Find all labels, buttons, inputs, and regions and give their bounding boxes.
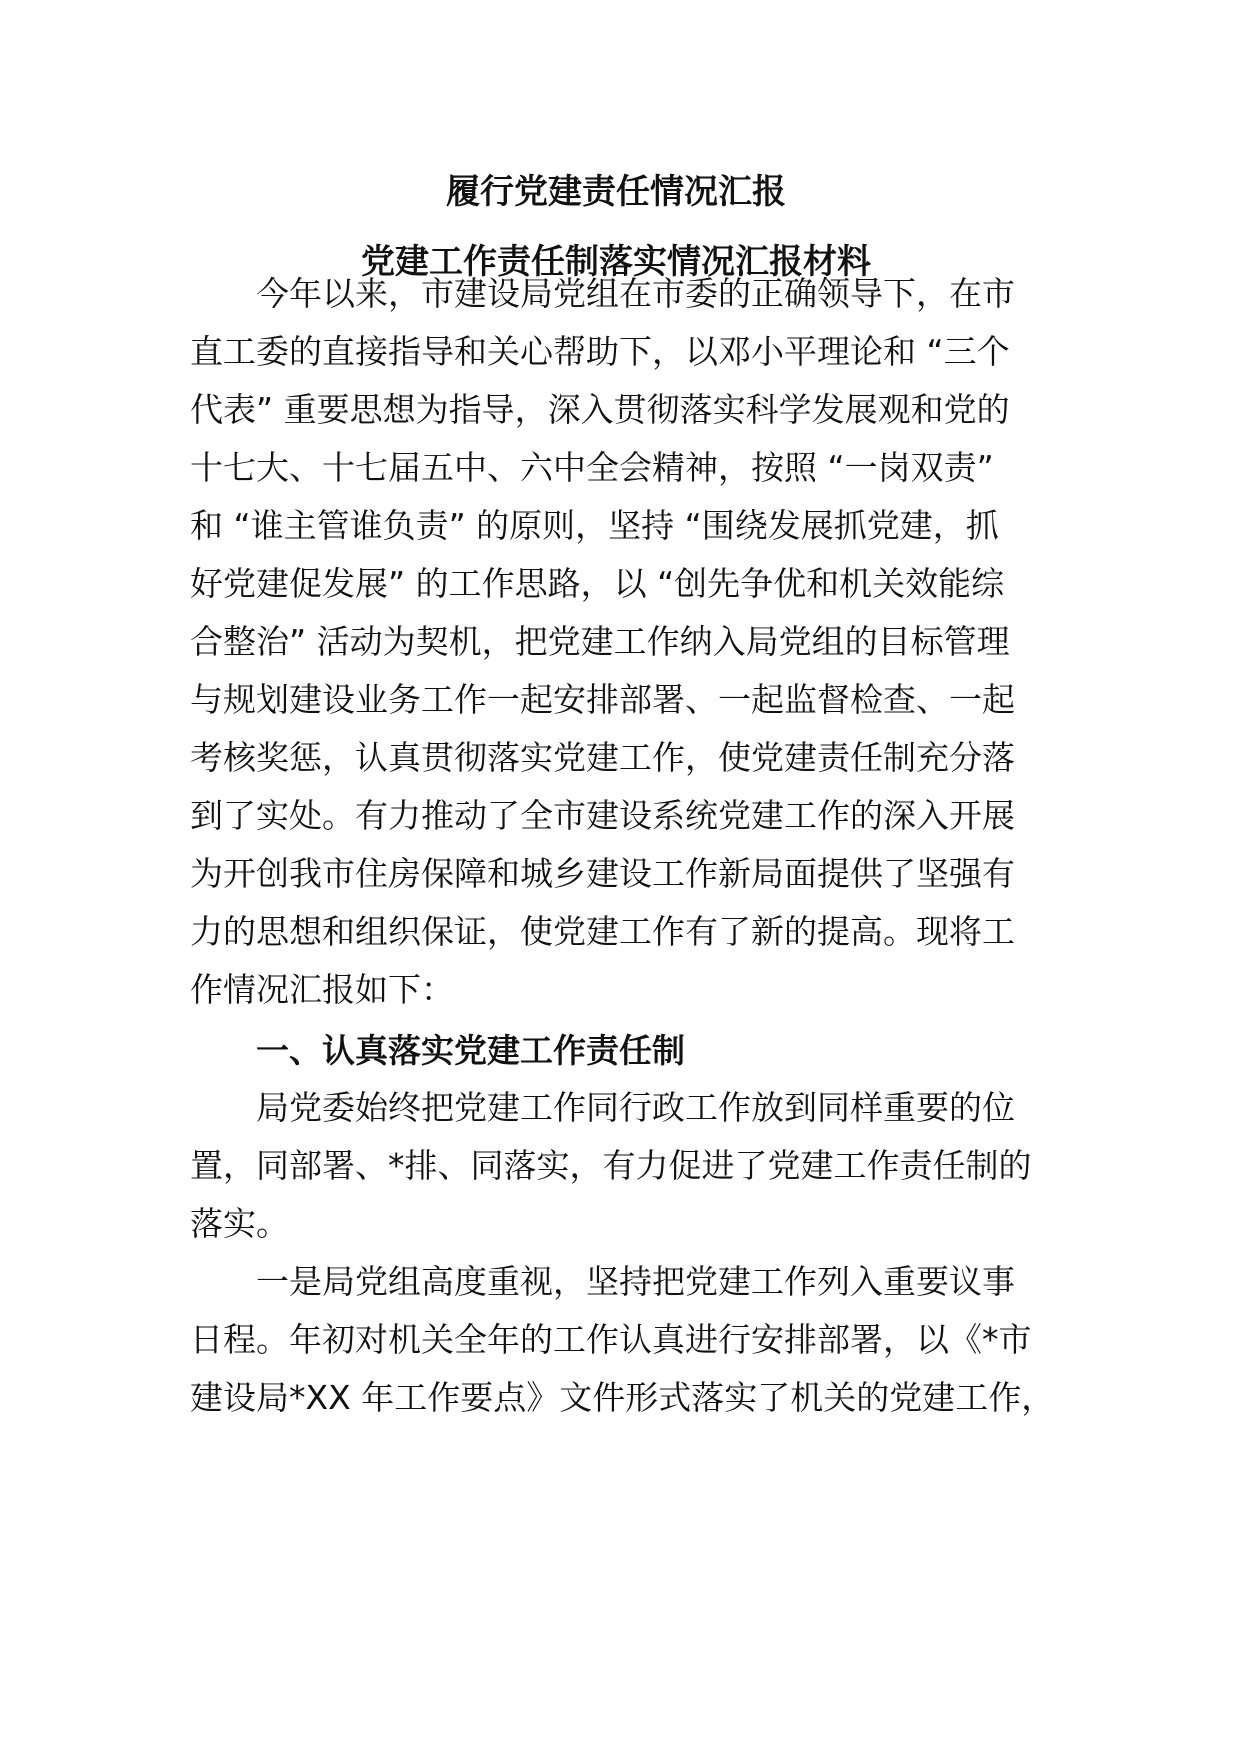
paragraph-line: 局党委始终把党建工作同行政工作放到同样重要的位: [256, 1088, 1015, 1127]
paragraph-line: 和 “谁主管谁负责” 的原则，坚持 “围绕发展抓党建，抓: [190, 506, 999, 545]
paragraph-line: 考核奖惩，认真贯彻落实党建工作，使党建责任制充分落: [190, 738, 1015, 777]
paragraph-line: 为开创我市住房保障和城乡建设工作新局面提供了坚强有: [190, 854, 1015, 893]
paragraph-line: 作情况汇报如下：: [190, 970, 454, 1009]
paragraph-line: 直工委的直接指导和关心帮助下，以邓小平理论和 “三个: [190, 332, 1010, 371]
paragraph-line: 到了实处。有力推动了全市建设系统党建工作的深入开展: [190, 796, 1015, 835]
document-title: 履行党建责任情况汇报: [446, 172, 786, 212]
paragraph-line: 置，同部署、*排、同落实，有力促进了党建工作责任制的: [190, 1146, 1032, 1185]
document-subtitle: 党建工作责任制落实情况汇报材料: [361, 242, 871, 282]
paragraph-line: 落实。: [190, 1204, 289, 1243]
paragraph-line: 今年以来，市建设局党组在市委的正确领导下，在市: [256, 274, 1015, 313]
paragraph-line: 力的思想和组织保证，使党建工作有了新的提高。现将工: [190, 912, 1015, 951]
section-heading: 一、认真落实党建工作责任制: [256, 1031, 685, 1070]
paragraph-line: 与规划建设业务工作一起安排部署、一起监督检查、一起: [190, 680, 1015, 719]
paragraph-line: 日程。年初对机关全年的工作认真进行安排部署，以《*市: [190, 1320, 1032, 1359]
paragraph-line: 一是局党组高度重视，坚持把党建工作列入重要议事: [256, 1262, 1015, 1301]
paragraph-line: 建设局*XX 年工作要点》文件形式落实了机关的党建工作，: [190, 1378, 1055, 1417]
paragraph-line: 十七大、十七届五中、六中全会精神，按照 “一岗双责”: [190, 448, 994, 487]
paragraph-line: 好党建促发展” 的工作思路，以 “创先争优和机关效能综: [190, 564, 1005, 603]
paragraph-line: 代表” 重要思想为指导，深入贯彻落实科学发展观和党的: [190, 390, 1010, 429]
paragraph-line: 合整治” 活动为契机，把党建工作纳入局党组的目标管理: [190, 622, 1010, 661]
